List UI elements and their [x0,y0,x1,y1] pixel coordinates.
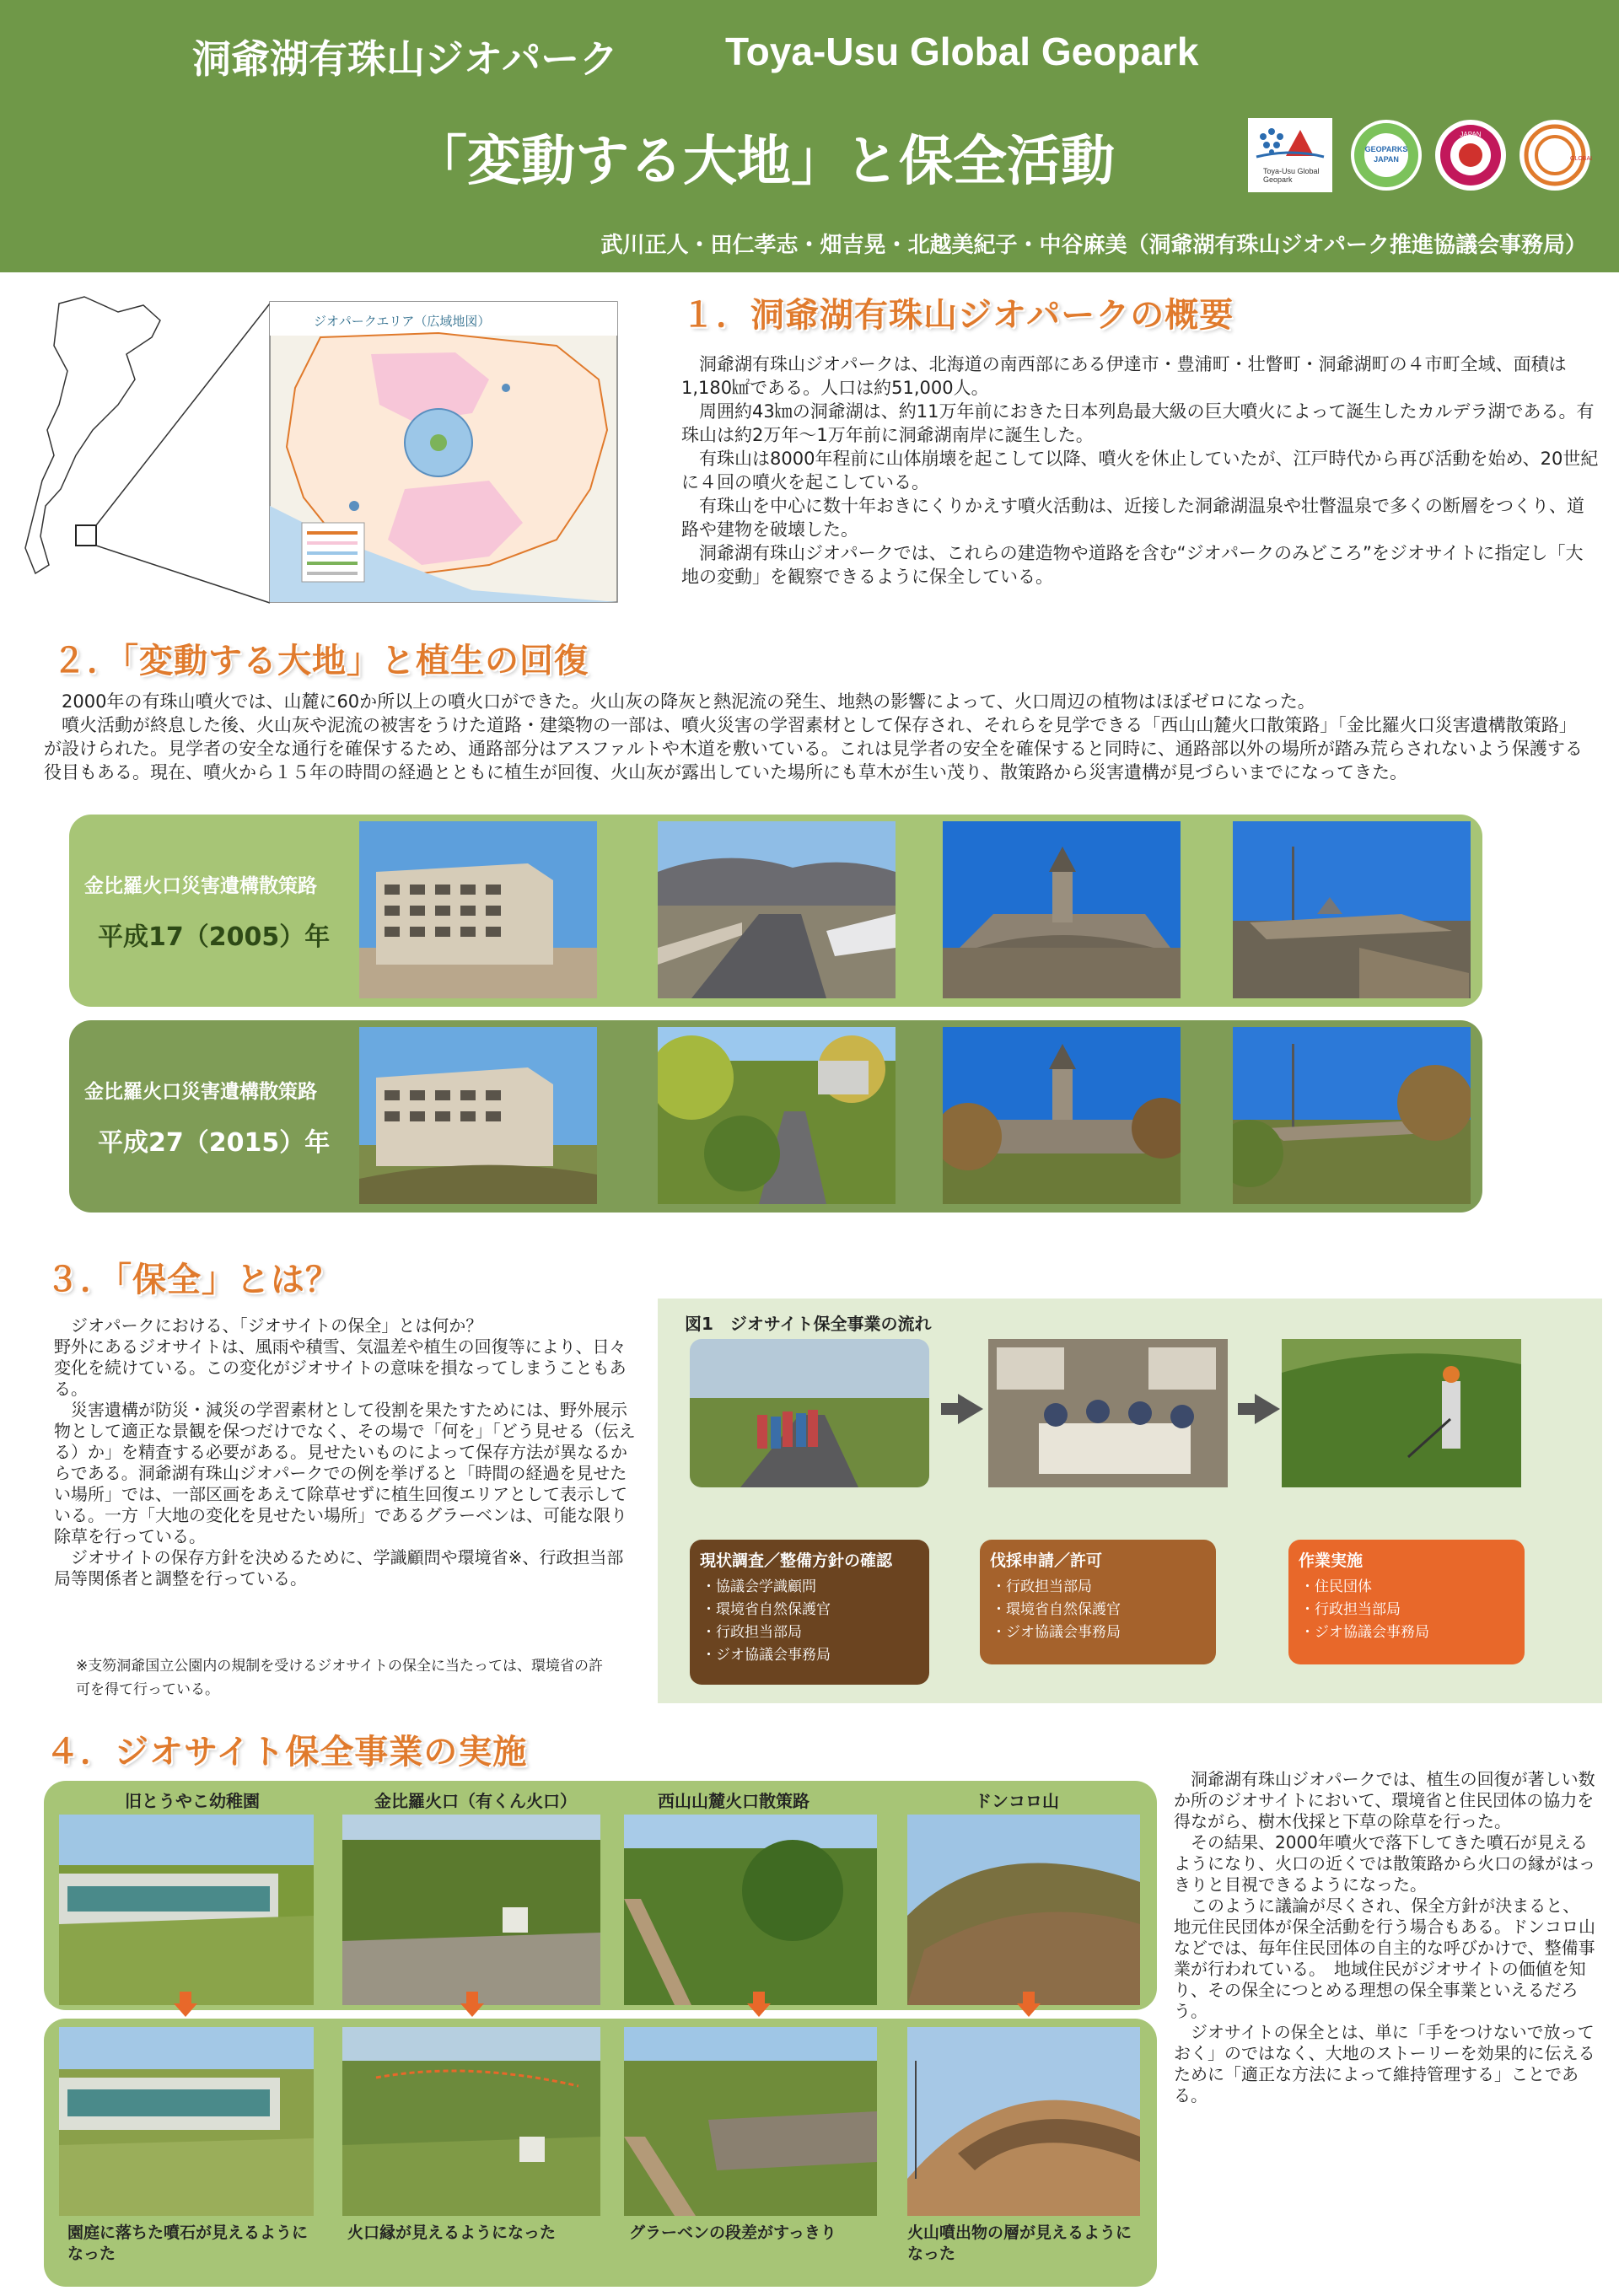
photo-konpira-after [342,2027,600,2216]
section1-paragraph: 周囲約43㎞の洞爺湖は、約11万年前におきた日本列島最大級の巨大噴火によって誕生したカルデラ湖である。有珠山は約2万年〜1万年前に洞爺湖南岸に誕生した。 [681,401,1595,445]
flow-arrow-1-head [958,1394,983,1424]
map-label: ジオパークエリア（広域地図） [314,314,491,329]
toya-usu-geopark-logo [1248,118,1332,192]
photo-path-2015 [658,1027,896,1204]
photo-walkway-2005 [1233,821,1471,998]
section3-paragraph: 野外にあるジオサイトは、風雨や積雪、気温差や植生の回復等により、日々変化を続けている。この変化がジオサイトの意味を損なってしまうこともある。 [54,1336,627,1399]
flow-card-survey-item: ・行政担当部局 [702,1624,802,1641]
section3-paragraph: ジオパークにおける、「ジオサイトの保全」とは何か？ [71,1315,483,1336]
japan-geopark-logo [1433,118,1508,192]
section3-note [76,1654,616,1702]
flow-figure [658,1299,1602,1703]
down-arrow-icon [1017,1992,1041,2017]
section2-body [44,690,1587,784]
flow-card-permit-item: ・ジオ協議会事務局 [992,1624,1121,1641]
authors: 武川正人・田仁孝志・畑吉晃・北越美紀子・中谷麻美（洞爺湖有珠山ジオパーク推進協議会事務局） [600,233,1587,258]
section1-paragraph: 有珠山を中心に数十年おきにくりかえす噴火活動は、近接した洞爺湖温泉や壮瞥温泉で多くの断層をつくり、道路や建物を破壊した。 [681,496,1584,540]
photo-donkoro-before [907,1815,1140,2005]
flow-card-work-item: ・行政担当部局 [1300,1601,1401,1618]
caption-kindergarten: 園庭に落ちた噴石が見えるようになった [67,2223,309,2263]
svg-text:JAPAN: JAPAN [1460,131,1482,138]
site-name-donkoro-mountain: ドンコロ山 [975,1791,1059,1811]
photo-tower-2005 [943,821,1181,998]
flow-card-survey [690,1540,929,1685]
photo-meeting [988,1339,1228,1487]
section4-paragraph: その結果、2000年噴火で落下してきた噴石が見えるようになり、火口の近くでは散策路から火口の縁がはっきりと目視できるようになった。 [1174,1832,1595,1895]
section1-paragraph: 洞爺湖有珠山ジオパークは、北海道の南西部にある伊達市・豊浦町・壮瞥町・洞爺湖町の４市町全域、面積は1,180㎢である。人口は約51,000人。 [681,354,1567,398]
section3-paragraph: 災害遺構が防災・減災の学習素材として役割を果たすためには、野外展示物として適正な景観を保つだけでなく、その場で「何を」「どう見せる（伝える）か」を精査する必要がある。見せたいものによって保存方法が異なるからである。洞爺湖有珠山ジオパークでの例を挙げると「時間の経過を見せたい場所」では、一部区画をあえて除草せずに植生回復エリアとして表示している。一方「大地の変化を見せたい場所」であるグラーベンは、可能な限り除草を行っている。 [54,1400,636,1546]
section1-paragraph: 洞爺湖有珠山ジオパークでは、これらの建造物や道路を含む“ジオパークのみどころ”をジオサイトに指定し「大地の変動」を観察できるように保全している。 [681,543,1584,587]
section2-paragraph: 噴火活動が終息した後、火山灰や泥流の被害をうけた道路・建築物の一部は、噴火災害の学習素材として保存され、それらを見学できる「西山山麓火口散策路」「金比羅火口災害遺構散策路」が設けられた。見学者の安全な通行を確保するため、通路部分はアスファルトや木道を敷いている。これは見学者の安全を確保すると同時に、通路部以外の場所が踏み荒らされないよう保護する役目もある。現在、噴火から１５年の時間の経過とともに植生が回復、火山灰が露出していた場所にも草木が生い茂り、散策路から災害遺構が見づらいまでになってきた。 [44,715,1583,782]
flow-card-permit-title: 伐採申請／許可 [990,1551,1103,1570]
global-geoparks-network-logo [1518,118,1592,192]
geopark-area-map [17,287,624,607]
photo-survey [690,1339,929,1487]
flow-card-permit-item: ・行政担当部局 [992,1578,1092,1595]
photo-kindergarten-after [59,2027,314,2216]
photo-donkoro-after [907,2027,1140,2216]
svg-text:GEOPARKS: GEOPARKS [1364,145,1408,153]
poster-header [0,0,1619,272]
section3-paragraph: ジオサイトの保存方針を決めるために、学識顧問や環境省※、行政担当部局等関係者と調整を行っている。 [54,1547,624,1589]
flow-card-work-title: 作業実施 [1299,1551,1364,1570]
section3-heading: ３．「保全」とは？ [46,1261,340,1299]
site-name-nishiyama-trail: 西山山麓火口散策路 [658,1791,810,1811]
main-title: 「変動する大地」と保全活動 [413,131,1115,193]
down-arrow-icon [174,1992,197,2017]
section1-paragraph: 有珠山は8000年程前に山体崩壊を起こして以降、噴火を休止していたが、江戸時代から再び活動を始め、20世紀に４回の噴火を起こしている。 [681,449,1599,492]
geoparks-japan-logo [1349,118,1423,192]
svg-text:JAPAN: JAPAN [1374,155,1399,164]
svg-text:GLOBAL: GLOBAL [1570,156,1592,162]
flow-card-survey-item: ・環境省自然保護官 [702,1601,831,1618]
photo-walkway-2015 [1233,1027,1471,1204]
flow-card-work-item: ・住民団体 [1300,1578,1372,1595]
photo-mowing [1282,1339,1521,1487]
photo-nishiyama-after [624,2027,877,2216]
photo-panel-2005 [69,815,1482,1007]
down-arrow-icon [460,1992,484,2017]
section4-paragraph: ジオサイトの保全とは、単に「手をつけないで放っておく」のではなく、大地のストーリーを効果的に伝えるために「適正な方法によって維持管理する」ことである。 [1174,2022,1595,2105]
down-arrow-icon [747,1992,771,2017]
caption-nishiyama: グラーベンの段差がすっきり [629,2223,836,2242]
section3-body [54,1315,636,1589]
flow-arrow-2-shaft [1238,1403,1256,1415]
photo-kindergarten-before [59,1815,314,2005]
flow-card-survey-title: 現状調査／整備方針の確認 [700,1551,893,1570]
panel-2015-year: 平成27（2015）年 [98,1128,331,1158]
flow-figure-title: 図1 ジオサイト保全事業の流れ [685,1314,932,1334]
section2-heading: ２．「変動する大地」と植生の回復 [52,642,589,680]
flow-card-survey-item: ・ジオ協議会事務局 [702,1647,831,1664]
photo-tower-2015 [943,1027,1181,1204]
flow-card-permit [980,1540,1216,1664]
title-japanese: 洞爺湖有珠山ジオパーク [192,36,619,82]
logo-group [1248,118,1602,194]
panel-2005-year: 平成17（2005）年 [98,922,331,952]
section1-heading: １．洞爺湖有珠山ジオパークの概要 [681,296,1234,335]
photo-panel-2015 [69,1020,1482,1213]
caption-konpira: 火口縁が見えるようになった [347,2223,557,2242]
section2-paragraph: 2000年の有珠山噴火では、山麓に60か所以上の噴火口ができた。火山灰の降灰と熱泥流の発生、地熱の影響によって、火口周辺の植物はほぼゼロになった。 [62,691,1315,712]
caption-donkoro: 火山噴出物の層が見えるようになった [907,2223,1132,2263]
panel-2005-label: 金比羅火口災害遺構散策路 [84,875,317,897]
section4-paragraph: 洞爺湖有珠山ジオパークでは、植生の回復が著しい数か所のジオサイトにおいて、環境省と住民団体の協力を得ながら、樹木伐採と下草の除草を行った。 [1174,1769,1595,1831]
flow-card-work [1288,1540,1525,1664]
section4-paragraph: このように議論が尽くされ、保全方針が決まると、地元住民団体が保全活動を行う場合もある。ドンコロ山などでは、毎年住民団体の自主的な呼びかけで、整備事業が行われている。 地域住民がジオサイトの価値を知り、その保全につとめる理想の保全事業といえるだろう。 [1174,1895,1595,2021]
flow-card-survey-item: ・協議会学識顧問 [702,1578,816,1595]
toya-usu-logo-caption: Toya-Usu Global Geopark [1263,167,1320,184]
photo-konpira-before [342,1815,600,2005]
panel-2015-label: 金比羅火口災害遺構散策路 [84,1081,317,1103]
photo-nishiyama-before [624,1815,877,2005]
flow-arrow-2-head [1255,1394,1280,1424]
section4-heading: ４．ジオサイト保全事業の実施 [46,1733,528,1772]
section1-body [681,352,1600,589]
photo-apartment-2005 [359,821,597,998]
section3-footnote: ※支笏洞爺国立公園内の規制を受けるジオサイトの保全に当たっては、環境省の許可を得て行っている。 [76,1658,604,1698]
site-name-konpira-crater: 金比羅火口（有くん火口） [374,1791,577,1811]
photo-apartment-2015 [359,1027,597,1204]
photo-bridge-2005 [658,821,896,998]
site-name-kindergarten: 旧とうやこ幼稚園 [125,1791,260,1811]
section4-body [1174,1769,1595,2106]
flow-card-permit-item: ・環境省自然保護官 [992,1601,1121,1618]
flow-card-work-item: ・ジオ協議会事務局 [1300,1624,1429,1641]
flow-arrow-1-shaft [941,1403,960,1415]
title-english: Toya-Usu Global Geopark [725,30,1199,73]
